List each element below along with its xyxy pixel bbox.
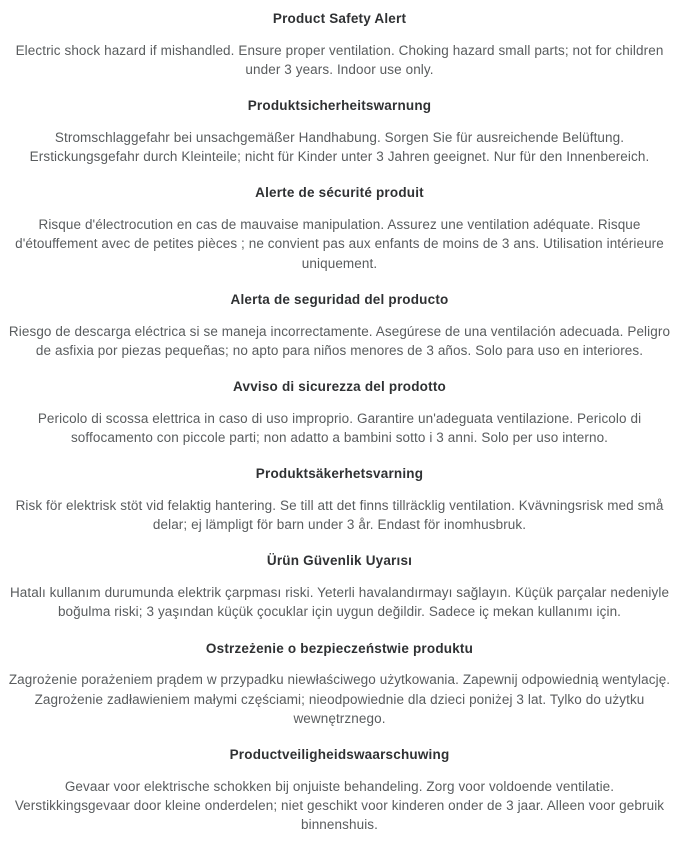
section-body: Hatalı kullanım durumunda elektrik çarpması riski. Yeterli havalandırmayı sağlayın. Küçük parçalar nedeniyle boğulma riski; 3 yaşından küçük çocuklar için uygun değildir. Sadece iç mekan kullanımı için. bbox=[9, 585, 670, 620]
section-body: Risk för elektrisk stöt vid felaktig hantering. Se till att det finns tillräcklig ventilation. Kvävningsrisk med små delar; ej lämpligt för barn under 3 år. Endast för inomhusbruk. bbox=[15, 498, 664, 533]
section-heading: Productveiligheidswaarschuwing bbox=[229, 746, 450, 762]
section-body: Electric shock hazard if mishandled. Ensure proper ventilation. Choking hazard small parts; not for children under 3 years. Indoor use only. bbox=[15, 42, 664, 78]
section-body: Stromschlaggefahr bei unsachgemäßer Handhabung. Sorgen Sie für ausreichende Belüftung. Erstickungsgefahr durch Kleinteile; nicht für Kinder unter 3 Jahren geeignet. Nur für den Innenbereich. bbox=[29, 130, 650, 165]
safety-section-english bbox=[6, 4, 673, 79]
section-body: Risque d'électrocution en cas de mauvaise manipulation. Assurez une ventilation adéquate. Risque d'étouffement avec de petites pièces ; ne convient pas aux enfants de moins de 3 ans. Utilisation intérieure uniquement. bbox=[15, 217, 664, 271]
section-heading: Product Safety Alert bbox=[272, 11, 407, 26]
section-heading: Alerte de sécurité produit bbox=[255, 185, 424, 201]
safety-section-german bbox=[6, 91, 673, 166]
section-body: Riesgo de descarga eléctrica si se maneja incorrectamente. Asegúrese de una ventilación adecuada. Peligro de asfixia por piezas pequeñas; no apto para niños menores de 3 años. Solo para uso en interiores. bbox=[8, 323, 671, 358]
section-heading: Produktsäkerhetsvarning bbox=[255, 466, 424, 482]
section-body: Pericolo di scossa elettrica in caso di uso improprio. Garantire un'adeguata ventilazione. Pericolo di soffocamento con piccole parti; non adatto a bambini sotto i 3 anni. Solo per uso interno. bbox=[37, 410, 642, 446]
section-heading: Avviso di sicurezza del prodotto bbox=[233, 378, 446, 394]
safety-section-spanish bbox=[6, 285, 673, 360]
section-heading: Ürün Güvenlik Uyarısı bbox=[266, 553, 413, 569]
section-heading: Alerta de seguridad del producto bbox=[230, 291, 449, 307]
safety-section-turkish bbox=[6, 546, 673, 621]
safety-section-swedish bbox=[6, 459, 673, 534]
section-body: Gevaar voor elektrische schokken bij onjuiste behandeling. Zorg voor voldoende ventilatie. Verstikkingsgevaar door kleine onderdelen; niet geschikt voor kinderen onder de 3 jaar. Alleen voor gebruik binnenshuis. bbox=[14, 778, 665, 833]
safety-section-dutch bbox=[6, 740, 673, 834]
section-heading: Ostrzeżenie o bezpieczeństwie produktu bbox=[205, 640, 474, 656]
section-heading: Produktsicherheitswarnung bbox=[247, 98, 432, 114]
safety-section-french bbox=[6, 178, 673, 272]
safety-section-polish bbox=[6, 634, 673, 728]
safety-section-italian bbox=[6, 372, 673, 447]
section-body: Zagrożenie porażeniem prądem w przypadku niewłaściwego użytkowania. Zapewnij odpowiednią wentylację. Zagrożenie zadławieniem małymi częściami; nieodpowiednie dla dzieci poniżej 3 lat. Tylko do użytku wewnętrznego. bbox=[8, 672, 671, 726]
